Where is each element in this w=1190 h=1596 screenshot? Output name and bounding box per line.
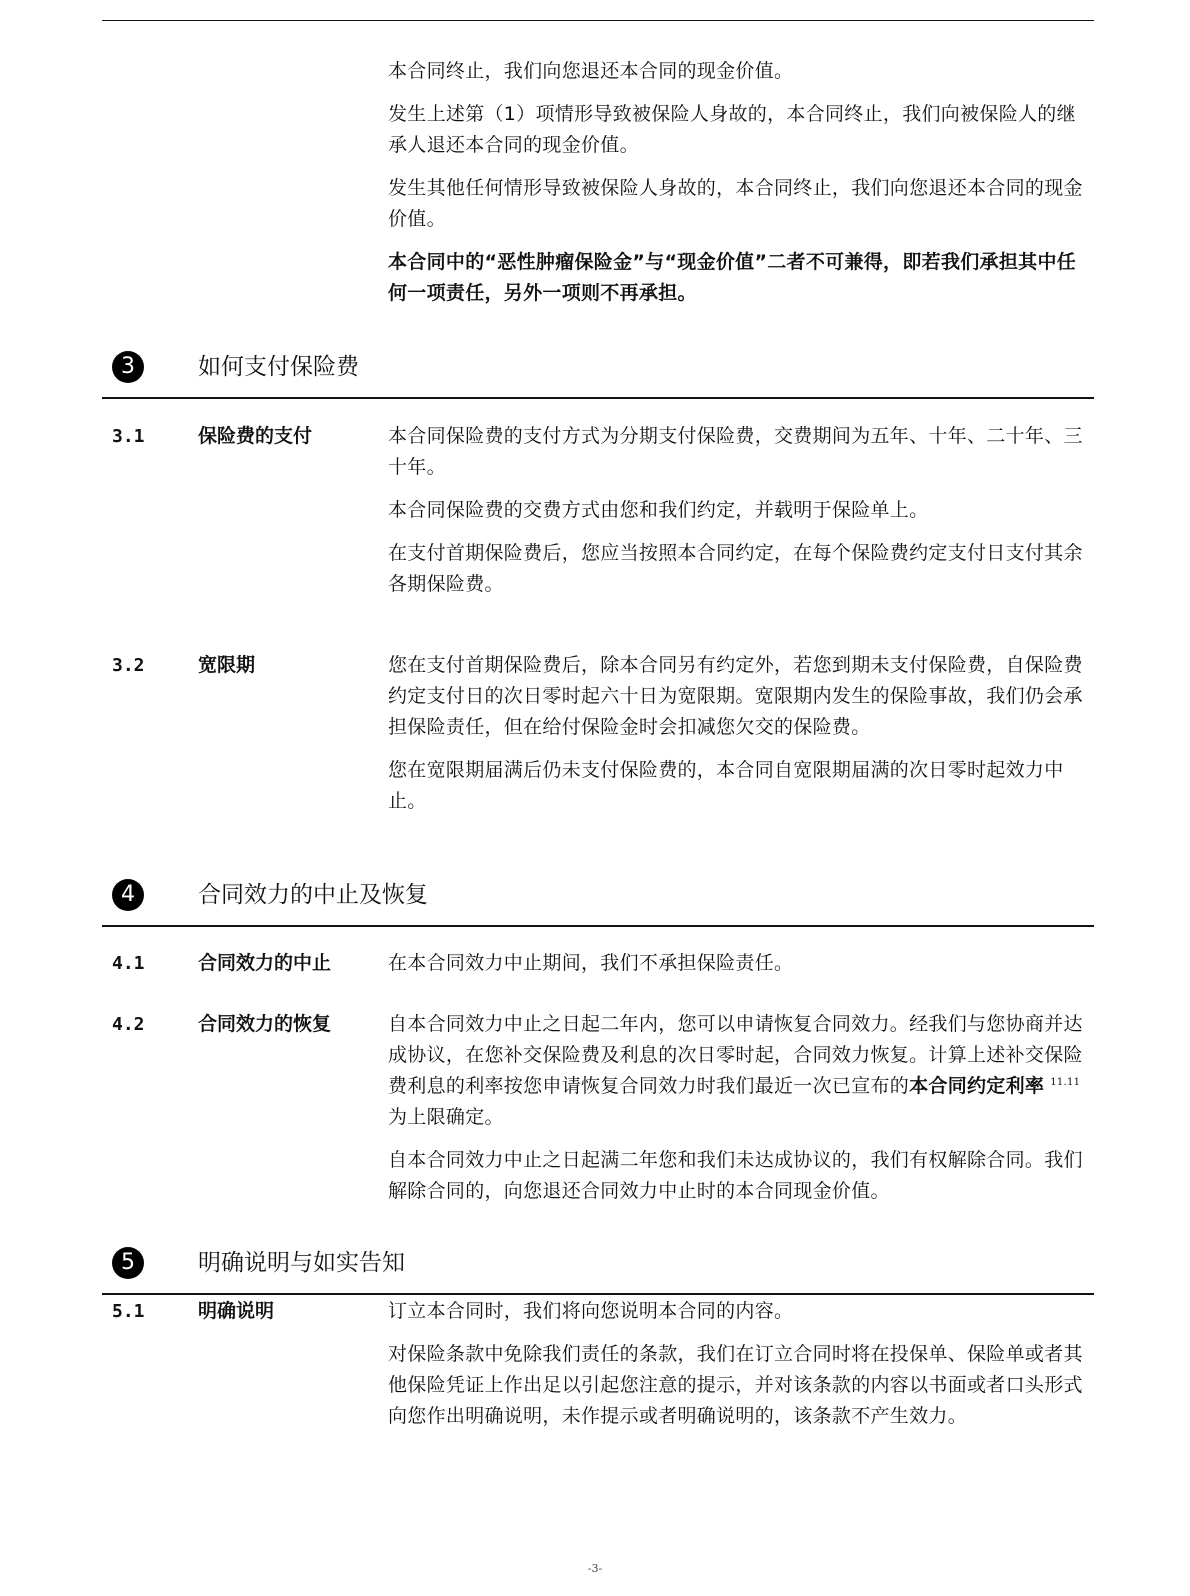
paragraph: 您在支付首期保险费后，除本合同另有约定外，若您到期未支付保险费，自保险费约定支付日的次日零时起六十日为宽限期。宽限期内发生的保险事故，我们仍会承担保险责任，但在给付保险金时会扣减您欠交的保险费。	[388, 654, 1083, 738]
clause-body	[388, 421, 1094, 612]
paragraph: 本合同保险费的支付方式为分期支付保险费，交费期间为五年、十年、二十年、三十年。	[388, 425, 1083, 478]
paragraph-text: 为上限确定。	[388, 1106, 504, 1128]
clause-body	[388, 1009, 1094, 1219]
section-5-heading	[112, 1247, 812, 1287]
section-rule	[102, 397, 1094, 399]
paragraph: 本合同保险费的交费方式由您和我们约定，并载明于保险单上。	[388, 499, 929, 521]
clause-body	[388, 948, 1094, 991]
term-reference: 11.11	[1050, 1076, 1081, 1088]
section-rule	[102, 925, 1094, 927]
paragraph: 在本合同效力中止期间，我们不承担保险责任。	[388, 952, 794, 974]
bold-notice: 本合同中的“恶性肿瘤保险金”与“现金价值”二者不可兼得，即若我们承担其中任何一项责任，另外一项则不再承担。	[388, 251, 1077, 304]
paragraph: 对保险条款中免除我们责任的条款，我们在订立合同时将在投保单、保险单或者其他保险凭证上作出足以引起您注意的提示，并对该条款的内容以书面或者口头形式向您作出明确说明，未作提示或者明确说明的，该条款不产生效力。	[388, 1343, 1083, 1427]
section-title: 明确说明与如实告知	[198, 1250, 405, 1276]
paragraph: 发生上述第（1）项情形导致被保险人身故的，本合同终止，我们向被保险人的继承人退还本合同的现金价值。	[388, 103, 1076, 156]
clause-number: 4.1	[112, 953, 145, 974]
page-number: -3-	[587, 1562, 603, 1575]
clause-number: 3.2	[112, 655, 145, 676]
clause-title: 明确说明	[198, 1300, 275, 1322]
clause-body	[388, 1296, 1094, 1444]
paragraph: 在支付首期保险费后，您应当按照本合同约定，在每个保险费约定支付日支付其余各期保险费。	[388, 542, 1083, 595]
section2-continued	[388, 56, 1094, 321]
paragraph: 发生其他任何情形导致被保险人身故的，本合同终止，我们向您退还本合同的现金价值。	[388, 177, 1083, 230]
section-title: 合同效力的中止及恢复	[198, 882, 428, 908]
paragraph: 自本合同效力中止之日起满二年您和我们未达成协议的，我们有权解除合同。我们解除合同的，向您退还合同效力中止时的本合同现金价值。	[388, 1149, 1083, 1202]
paragraph: 订立本合同时，我们将向您说明本合同的内容。	[388, 1300, 794, 1322]
clause-title: 合同效力的恢复	[198, 1013, 332, 1035]
section-rule	[102, 1293, 1094, 1295]
section-4-heading	[112, 879, 812, 919]
clause-number: 5.1	[112, 1301, 145, 1322]
defined-term: 本合同约定利率	[909, 1075, 1045, 1097]
paragraph-text: 自本合同效力中止之日起二年内，您可以申请恢复合同效力。经我们与您协商并达成协议，在您补交保险费及利息的次日零时起，合同效力恢复。计算上述补交保险费利息的利率按您申请恢复合同效力时我们最近一次已宣布的	[388, 1013, 1083, 1097]
header-rule	[102, 20, 1094, 21]
clause-number: 4.2	[112, 1014, 145, 1035]
paragraph: 本合同终止，我们向您退还本合同的现金价值。	[388, 60, 794, 82]
section-3-heading	[112, 351, 812, 391]
clause-number: 3.1	[112, 426, 145, 447]
section-number-badge: 3	[112, 351, 144, 383]
clause-title: 合同效力的中止	[198, 952, 332, 974]
section-number-badge: 5	[112, 1247, 144, 1279]
section-number-badge: 4	[112, 879, 144, 911]
clause-title: 保险费的支付	[198, 425, 313, 447]
paragraph: 您在宽限期届满后仍未支付保险费的，本合同自宽限期届满的次日零时起效力中止。	[388, 759, 1064, 812]
section-title: 如何支付保险费	[198, 354, 359, 380]
paragraph	[388, 1009, 1094, 1133]
clause-body	[388, 650, 1094, 829]
clause-title: 宽限期	[198, 654, 256, 676]
